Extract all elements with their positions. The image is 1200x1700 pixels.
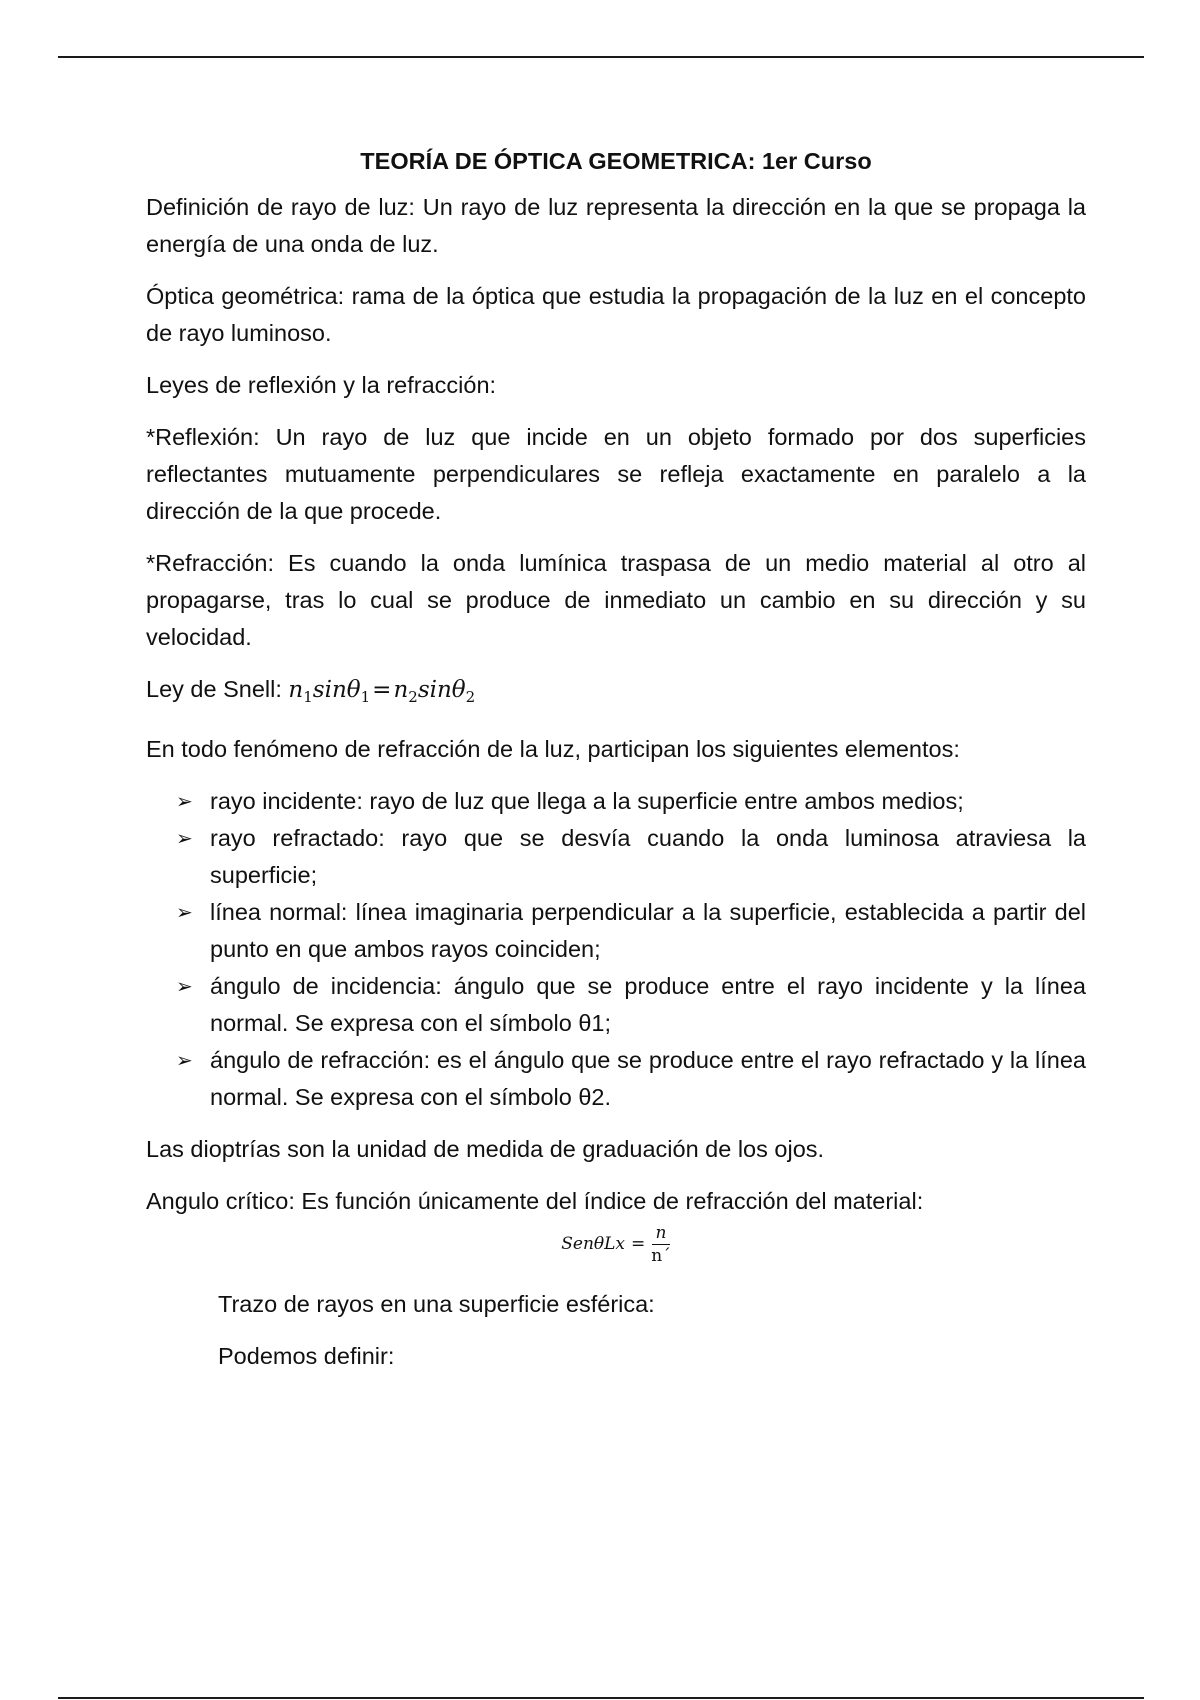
arrow-bullet-icon: ➢: [176, 974, 193, 998]
paragraph-elementos: En todo fenómeno de refracción de la luz, participan los siguientes elementos:: [146, 736, 960, 762]
paragraph-dioptrias: Las dioptrías son la unidad de medida de graduación de los ojos.: [146, 1136, 825, 1162]
formula-lhs: SenθLx: [561, 1234, 626, 1254]
formula-denominator: n´: [651, 1246, 671, 1266]
snell-law: [146, 671, 1086, 716]
list-item-text: rayo incidente: rayo de luz que llega a la superficie entre ambos medios;: [210, 788, 964, 814]
snell-sub2b: 2: [465, 688, 476, 706]
snell-sub1b: 1: [360, 688, 371, 706]
paragraph-angulo-critico: Angulo crítico: Es función únicamente del índice de refracción del material:: [146, 1188, 924, 1214]
document-page: [146, 143, 1086, 1390]
arrow-bullet-icon: ➢: [176, 826, 193, 850]
list-item-text: línea normal: línea imaginaria perpendicular a la superficie, establecida a partir del punto en que ambos rayos coinciden;: [210, 899, 1086, 962]
list-item: [146, 783, 1086, 820]
snell-label: Ley de Snell:: [146, 676, 282, 702]
formula-numerator: n: [655, 1223, 667, 1243]
paragraph-definir: Podemos definir:: [218, 1343, 395, 1369]
snell-equation: [288, 677, 476, 706]
paragraph-optica: Óptica geométrica: rama de la óptica que estudia la propagación de la luz en el concepto de rayo luminoso.: [146, 283, 1086, 346]
paragraph-refraccion: *Refracción: Es cuando la onda lumínica traspasa de un medio material al otro al propagarse, tras lo cual se produce de inmediato un cambio en su dirección y su velocidad.: [146, 550, 1086, 650]
snell-sub2: 2: [408, 688, 418, 706]
list-item-text: ángulo de incidencia: ángulo que se produce entre el rayo incidente y la línea normal. Se expresa con el símbolo θ1;: [210, 973, 1086, 1036]
snell-equals: =: [372, 677, 392, 703]
snell-n2: n: [393, 677, 409, 703]
top-rule: [58, 56, 1144, 58]
list-item-text: rayo refractado: rayo que se desvía cuando la onda luminosa atraviesa la superficie;: [210, 825, 1086, 888]
formula-equals: =: [631, 1234, 646, 1254]
paragraph-trazo: Trazo de rayos en una superficie esférica:: [218, 1291, 655, 1317]
arrow-bullet-icon: ➢: [176, 1048, 193, 1072]
list-item: [146, 894, 1086, 968]
paragraph-reflexion: *Reflexión: Un rayo de luz que incide en un objeto formado por dos superficies reflectantes mutuamente perpendiculares se refleja exactamente en paralelo a la dirección de la que procede.: [146, 424, 1086, 524]
paragraph-leyes: Leyes de reflexión y la refracción:: [146, 372, 497, 398]
arrow-bullet-icon: ➢: [176, 900, 193, 924]
snell-n1: n: [288, 677, 304, 703]
formula-fraction: [651, 1222, 670, 1267]
elements-list: [146, 783, 1086, 1116]
snell-sub1: 1: [303, 688, 313, 706]
arrow-bullet-icon: ➢: [176, 789, 193, 813]
snell-sin1: sinθ: [312, 677, 361, 703]
list-item: [146, 968, 1086, 1042]
list-item-text: ángulo de refracción: es el ángulo que se produce entre el rayo refractado y la línea normal. Se expresa con el símbolo θ2.: [210, 1047, 1086, 1110]
paragraph-rayo: Definición de rayo de luz: Un rayo de luz representa la dirección en la que se propaga la energía de una onda de luz.: [146, 194, 1086, 257]
list-item: [146, 820, 1086, 894]
document-title: TEORÍA DE ÓPTICA GEOMETRICA: 1er Curso: [360, 148, 872, 174]
bottom-rule: [58, 1697, 1144, 1699]
critical-angle-formula: [146, 1222, 1086, 1284]
list-item: [146, 1042, 1086, 1116]
formula: [561, 1222, 670, 1267]
snell-sin2: sinθ: [417, 677, 466, 703]
